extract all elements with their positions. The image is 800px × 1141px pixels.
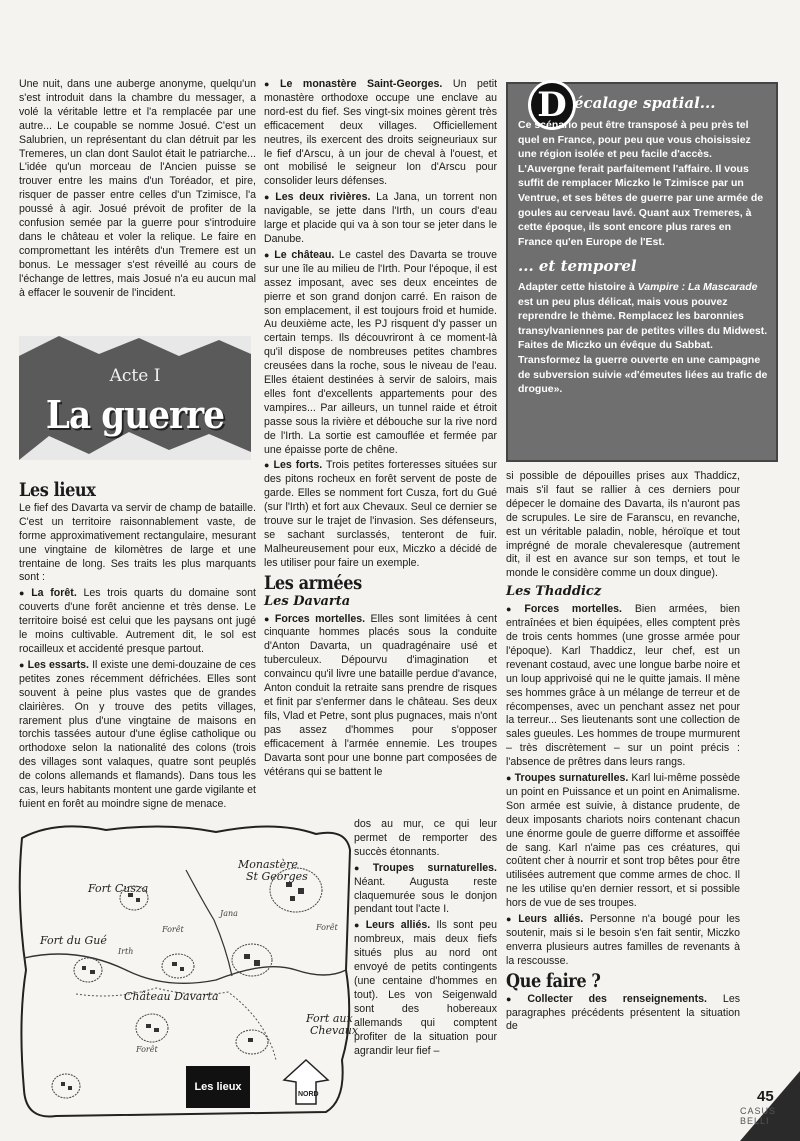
map-label-foret-2: Forêt <box>316 923 338 932</box>
label-monastere: ● Le monastère Saint-Georges. <box>264 78 442 90</box>
lieux-intro: Le fief des Davarta va servir de champ de bataille. C'est un territoire raisonnablement vaste, de forme approximativement rectangulaire, mesurant une vingtaine de kilomètres de large et une trentaine de long. Ses traits les plus marquants sont : <box>19 501 256 584</box>
map-label-chevaux: Chevaux <box>310 1024 358 1037</box>
label-allies-davarta: ● Leurs alliés. <box>354 919 430 931</box>
label-surnat-davarta: ● Troupes surnaturelles. <box>354 862 497 874</box>
sidebar-dropcap: D <box>528 80 576 130</box>
subsection-davarta: Les Davarta <box>264 593 351 609</box>
item-monastere <box>264 78 497 189</box>
subsection-thaddicz: Les Thaddicz <box>506 584 602 600</box>
item-rivieres <box>264 191 497 247</box>
sidebar-body <box>518 118 768 397</box>
item-forces-thaddicz <box>506 603 740 770</box>
item-forces-davarta <box>264 613 497 780</box>
text-rivieres: La Jana, un torrent non navigable, se jette dans l'Irth, un cours d'eau large et placide qui va à son tour se jeter dans le Danube. <box>264 191 498 245</box>
text-essarts: Il existe une demi-douzaine de ces petites zones récemment défrichées. Elles sont souvent à peine plus vastes que de grandes clairières. On y trouve des petits villages, rarement plus d'une vingtaine de maisons en torchis tassées autour d'une église catholique ou orthodoxe selon la nationalité des colons (trois des villages sont valaques, quatre sont peuplés de colons allemands et flamands). Dans tous les cas, leurs habitants montent une garde vigilante et fuient en forêt au moindre signe de menace. <box>19 658 256 810</box>
label-rivieres: ● Les deux rivières. <box>264 191 370 203</box>
act-title: La guerre <box>45 392 225 437</box>
label-forces-davarta: ● Forces mortelles. <box>264 613 365 625</box>
forces-continued: dos au mur, ce qui leur permet de remporter des succès étonnants. <box>354 818 497 858</box>
act-label: Acte I <box>109 366 161 386</box>
label-collecter: ● Collecter des renseignements. <box>506 993 707 1005</box>
text-forts: Trois petites forteresses situées sur des pitons rocheux en forêt servent de poste de garde. Elles se nomment fort Cusza, fort du Gué (sur l'Irth) et fort aux Chevaux. Seul ce dernier se trouve sur le trajet de l'invasion. Ses défenseurs, se sachant surclassés, tenteront de fuir. Malheureusement pour eux, Miczko a décidé de les utiliser pour faire un exemple. <box>264 459 497 569</box>
item-allies-thaddicz <box>506 913 740 969</box>
text-collecter: Les paragraphes précédents présentent la situation de <box>506 992 741 1033</box>
label-forts: ● Les forts. <box>264 459 322 471</box>
map-label-chateau: Château Davarta <box>124 990 219 1003</box>
map-label-gue: Fort du Gué <box>40 934 107 947</box>
map-label-monastere: Monastère <box>238 858 298 871</box>
item-surnat-davarta <box>354 862 497 918</box>
text-monastere: Un petit monastère orthodoxe occupe une enclave au nord-est du fief. Ses vingt-six moines gèrent très efficacement deux villages. Officiellement neutres, ils exercent des droits seigneuriaux sur le fief d'Arscu, à un jour de cheval à l'ouest, et ont mobilisé le seigneur Ion d'Arscu pour consolider leurs défenses. <box>264 78 498 188</box>
label-allies-thaddicz: ● Leurs alliés. <box>506 913 583 925</box>
map-label-fortaux: Fort aux <box>306 1012 353 1025</box>
allies-continued: si possible de dépouilles prises aux Thaddicz, mais s'il faut se rallier à ces derniers pour dépecer le domaine des Davarta, ils n'auront pas de scrupules. Le sire de Faranscu, en revanche, est un véritable paladin, noble, héroïque et tout imprégné de morale chevaleresque (autrement dit, il est en avance sur son temps, et tout le monde le considère comme un doux dingue). <box>506 470 740 580</box>
sidebar-text-spatial: Ce scénario peut être transposé à peu près tel quel en France, pour peu que vous choisissiez une région isolée et peu facile d'accès. L'Auvergne ferait parfaitement l'affaire. Il vous suffit de remplacer Miczko le Tzimisce par un Ventrue, et ses bêtes de guerre par une armée de goules au cerveau lavé. Quant aux Tremeres, à cette époque, ils sont encore plus rares en France qu'en Europe de l'Est. <box>518 119 764 248</box>
sidebar-box <box>506 82 778 462</box>
text-chateau: Le castel des Davarta se trouve sur une île au milieu de l'Irth. Pour l'époque, il est assez imposant, avec ses deux enceintes de pierre et son grand donjon carré. En raison de son emplacement, il est toujours froid et humide. Au deuxième acte, les PJ risquent d'y passer un certain temps. Ils découvriront à ce moment-là qu'il dispose de nombreuses petites chambres creusées dans la roche, sous le niveau de l'eau. Elles étaient destinées à servir de saloirs, mais elles font d'excellents appartements pour des vampires... Par ailleurs, un tunnel raide et étroit passe sous la rivière et débouche sur la rive nord de l'Irth. La sortie est camouflée et fermée par une épaisse porte de chêne. <box>264 248 497 456</box>
sidebar-text-temporel <box>518 280 768 397</box>
label-foret: ● La forêt. <box>19 587 77 599</box>
act-banner <box>19 336 251 460</box>
map-label-irth: Irth <box>118 947 134 956</box>
column-middle-wrap <box>354 818 497 1060</box>
column-right <box>506 470 740 1036</box>
section-title-lieux: Les lieux <box>19 479 96 501</box>
text-allies-thaddicz: Personne n'a bougé pour les soutenir, mais si le besoin s'en fait sentir, Miczko enverra plusieurs autres familles de revenants à la rescousse. <box>506 913 741 967</box>
item-foret <box>19 587 256 657</box>
text-forces-davarta: Elles sont limitées à cent cinquante hommes placés sous la conduite d'Anton Davarta, un quadragénaire usé et tuberculeux. Dépourvu d'imagination et convaincu qu'il livre une bataille perdue d'avance, Anton conduit la retraite sans prendre de risques et finit par s'enfermer dans le château. Ses deux fils, Vlad et Petre, sont plus pugnaces, mais n'ont pas assez d'hommes pour s'opposer efficacement à l'armée ennemie. Les troupes Davarta sont pour une bonne part composées de vétérans qui se battent le <box>264 612 498 778</box>
text-foret: Les trois quarts du domaine sont couverts d'une forêt ancienne et très dense. Le territoire boisé est celui que les paysans ont jugé le moins cultivable. Autrement dit, le sol est rocailleux et accidenté presque partout. <box>19 587 256 655</box>
item-allies-davarta <box>354 919 497 1058</box>
item-surnat-thaddicz <box>506 772 740 911</box>
column-middle <box>264 78 497 781</box>
label-chateau: ● Le château. <box>264 249 334 261</box>
column-left-lower <box>19 478 256 814</box>
sidebar-text-temporel-title: Vampire : La Mascarade <box>637 280 758 293</box>
map-label-foret-1: Forêt <box>162 925 184 934</box>
label-forces-thaddicz: ● Forces mortelles. <box>506 603 622 615</box>
page-number: 45 <box>757 1088 774 1105</box>
sidebar-text-temporel-b: est un peu plus délicat, mais vous pouvez reprendre le thème. Remplacez les baronnies transylvaniennes par de petites villes du Midwest. Faites de Miczko un évêque du Sabbat. Transformez la guerre ouverte en une campagne de subversion suivie «d'émeutes liées au trafic de drogue». <box>518 295 768 396</box>
sidebar-text-temporel-a: Adapter cette histoire à <box>518 280 638 293</box>
map-label-nord: NORD <box>298 1091 319 1098</box>
map-badge: Les lieux <box>186 1066 250 1108</box>
item-collecter <box>506 993 740 1035</box>
sidebar-heading-spatial: écalage spatial... <box>574 94 716 112</box>
map-label-stgeorges: St Georges <box>246 870 308 883</box>
sidebar-heading-temporel: ... et temporel <box>518 257 637 276</box>
magazine-name: CASUS BELLI <box>740 1106 777 1126</box>
intro-paragraph: Une nuit, dans une auberge anonyme, quelqu'un s'est introduit dans la chambre du messager, a volé la véritable lettre et l'a remplacée par une autre... Le coupable se nomme Josué. C'est un Salubrien, un représentant du clan détruit par les Tremeres, un clan dont Saulot était le patriarche... L'idée qu'un morceau de l'Ancien puisse se trouver entre les mains d'un Toréador, et pire, risquer de passer entre celles d'un Tzimisce, l'a poussé à agir. Josué prévoit de profiter de la confusion semée par la guerre pour s'introduire dans le château et voler la relique. Le faire en compromettant les intérêts d'un Tremere est un bonus. Le messager s'est réveillé au cours de l'échange de lettres, mais Josué n'a eu aucun mal à effacer le souvenir de l'incident. <box>19 78 256 299</box>
section-title-armees: Les armées <box>264 571 362 594</box>
column-left <box>19 78 256 303</box>
text-surnat-davarta: Néant. Augusta reste claquemurée sous le donjon pendant tout l'acte I. <box>354 875 497 916</box>
section-title-quefaire: Que faire ? <box>506 969 601 992</box>
map-label-cusza: Fort Cusza <box>88 882 149 895</box>
text-forces-thaddicz: Bien armées, bien entraînées et bien équipées, elles comptent près de trois cents hommes (une grosse armée pour l'époque). Karl Thaddicz, leur chef, est un revenant costaud, avec une longue barbe noire et un loup apprivoisé qui ne le quitte jamais. Il mène ses hommes grâce à un mélange de terreur et de récompenses, avec un penchant assez net pour la terreur... Ses lieutenants sont une collection de sales gueules. Les hommes de troupe murmurent – très discrètement – sur un point précis : l'absence de prêtres dans leurs rangs. <box>506 603 741 769</box>
item-chateau <box>264 249 497 458</box>
text-allies-davarta: Ils sont peu nombreux, mais deux fiefs situés plus au nord ont envoyé de petits contingents (une centaine d'hommes en tout). Les von Seigenwald sont des hobereaux allemands qui comptent profiter de la situation pour agrandir leur fief – <box>354 919 498 1057</box>
label-surnat-thaddicz: ● Troupes surnaturelles. <box>506 772 628 784</box>
map-label-foret-3: Forêt <box>136 1045 158 1054</box>
map-label-jana: Jana <box>220 909 238 918</box>
item-essarts <box>19 659 256 812</box>
text-surnat-thaddicz: Karl lui-même possède un point en Puissance et un point en Animalisme. Son armée est suivie, à distance prudente, de deux imposants chariots noirs contenant chacun une énorme goule de guerre difforme et assoiffée de sang. Karl n'aime pas ces créatures, qui coûtent cher à nourrir et sont trop bêtes pour être utilisées autrement que comme armes de choc. Il ne les utilise qu'en dernier ressort, et si possible hors de vue de ses troupes. <box>506 772 741 910</box>
item-forts <box>264 459 497 570</box>
label-essarts: ● Les essarts. <box>19 659 89 671</box>
